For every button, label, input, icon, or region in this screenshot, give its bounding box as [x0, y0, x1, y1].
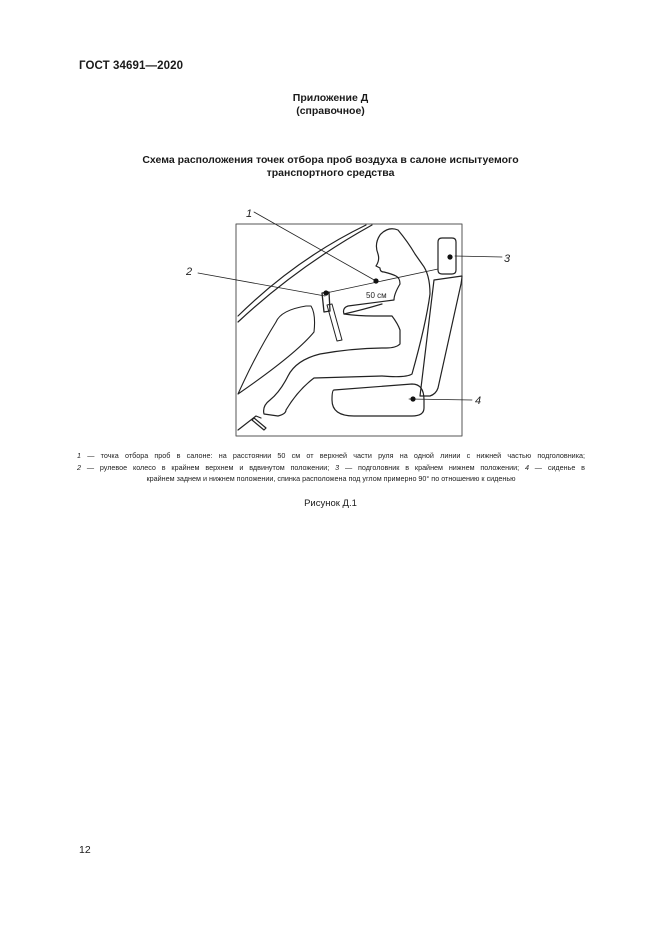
windshield-outer [238, 225, 366, 316]
legend-num-1: 1 [77, 451, 81, 460]
legend-text-1: — точка отбора проб в салоне: на расстоянии 50 см от верхней части руля на одной линии с нижней частью подголовника; [81, 451, 585, 460]
figure-caption: Рисунок Д.1 [304, 498, 357, 509]
legend-num-3: 3 [335, 463, 340, 472]
occupant [264, 229, 430, 416]
seat-cushion [332, 384, 424, 416]
measurement-line [326, 269, 438, 293]
floor-line [238, 416, 261, 430]
callout-2-leader [198, 273, 325, 296]
steering-column [327, 304, 342, 341]
seat-dot [410, 396, 415, 401]
seat-back [420, 276, 462, 396]
figure-title-line1: Схема расположения точек отбора проб воздуха в салоне испытуемого [142, 154, 519, 166]
callout-1: 1 [246, 208, 253, 220]
headrest [438, 238, 456, 274]
legend-num-4: 4 [524, 463, 529, 472]
callout-4: 4 [475, 395, 482, 407]
legend-line-1 [77, 450, 585, 462]
sample-point-dot [373, 278, 378, 283]
legend-text-3: — подголовник в крайнем нижнем положении; [339, 463, 525, 472]
legend-text-2: — рулевое колесо в крайнем верхнем и вдвинутом положении; [81, 463, 336, 472]
standard-id: ГОСТ 34691—2020 [79, 60, 184, 72]
windshield-inner [238, 225, 372, 322]
page-number: 12 [79, 844, 91, 856]
figure-title-line2: транспортного средства [266, 167, 395, 179]
vehicle-interior-figure [186, 204, 516, 440]
pedal [252, 418, 266, 430]
distance-label: 50 см [366, 291, 387, 300]
callout-3: 3 [504, 253, 511, 265]
legend-num-2: 2 [77, 463, 81, 472]
steering-dot [323, 290, 328, 295]
appendix-type: (справочное) [296, 105, 365, 117]
callout-2: 2 [186, 266, 193, 278]
appendix-label: Приложение Д [292, 92, 369, 104]
dashboard [238, 306, 315, 394]
legend-text-4: — сиденье в [528, 463, 586, 472]
callout-4-leader [409, 399, 472, 400]
headrest-dot [447, 254, 452, 259]
legend-line-3: крайнем заднем и нижнем положении, спинка расположена под углом примерно 90° по отношению к сиденью [146, 474, 516, 483]
callout-1-leader [254, 212, 376, 281]
